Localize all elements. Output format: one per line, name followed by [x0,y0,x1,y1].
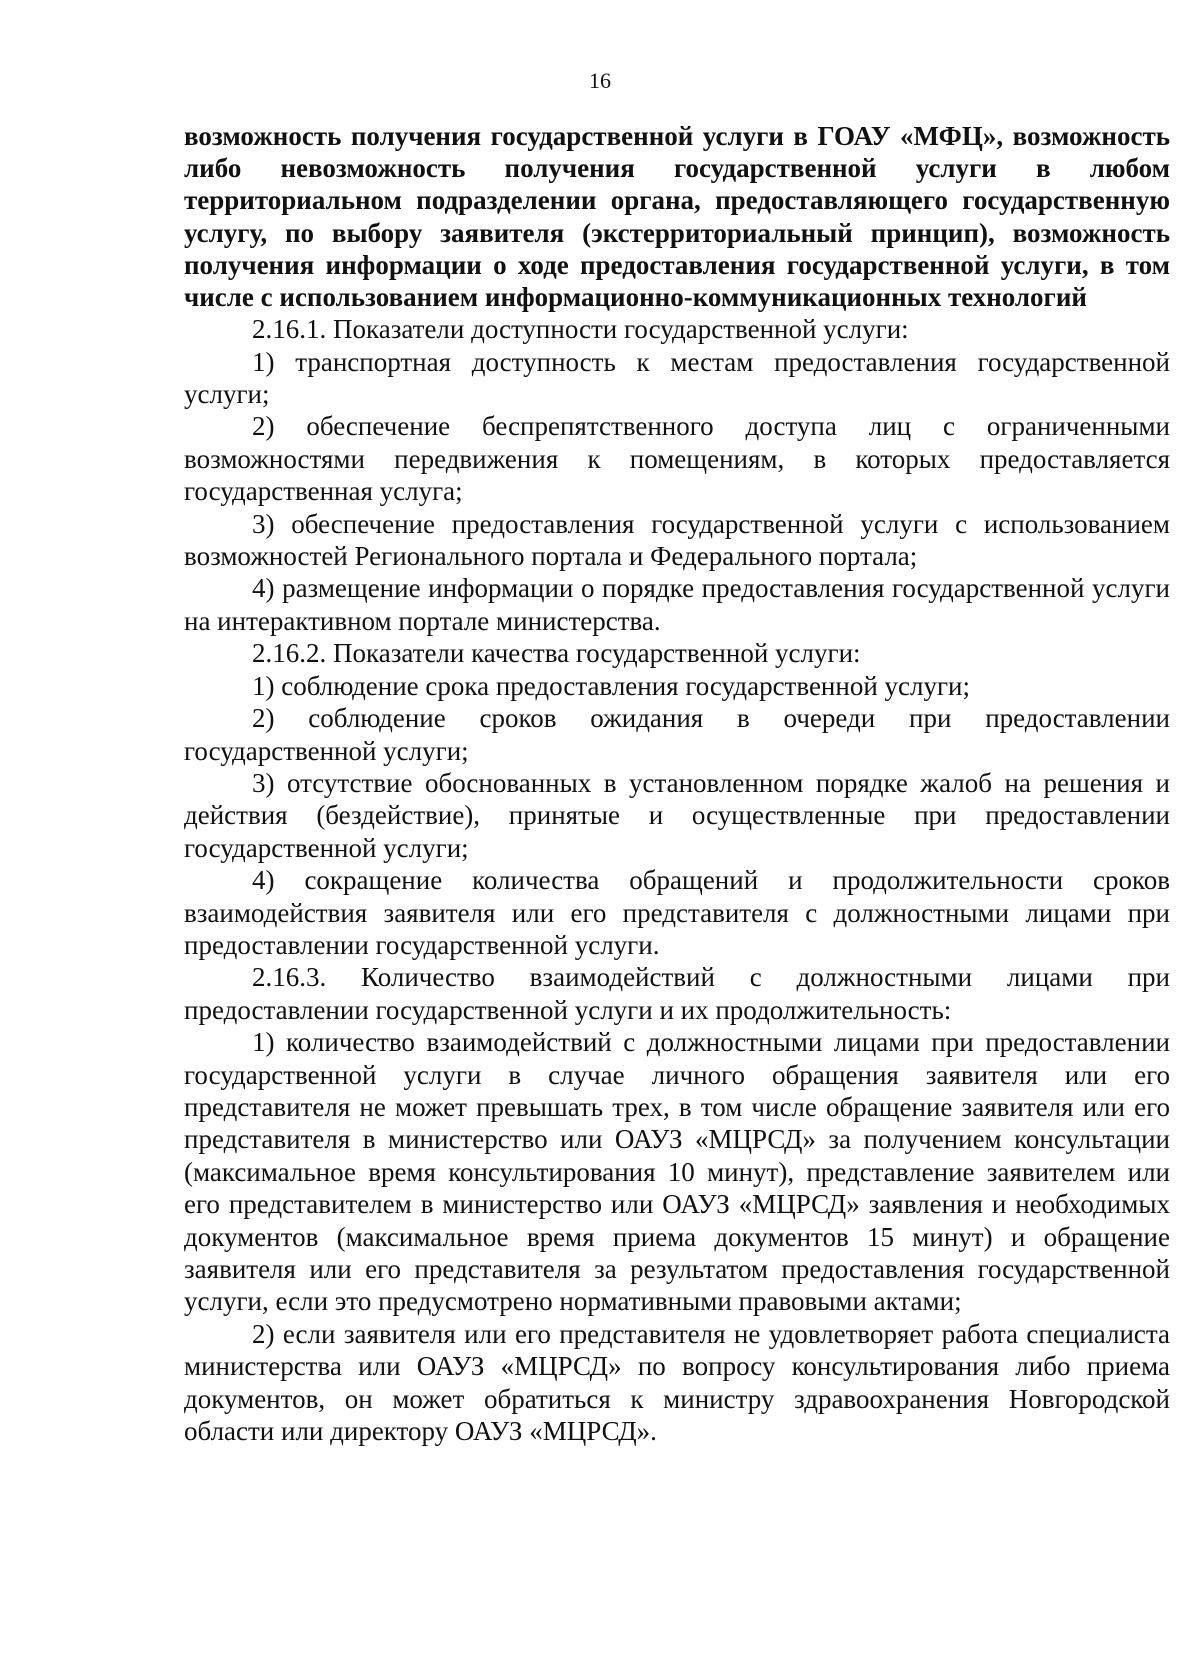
page-number: 16 [589,68,611,93]
paragraph-availability-3: 3) обеспечение предоставления государственной услуги с использованием возможностей Регионального портала и Федерального портала; [184,508,1170,572]
paragraph-interaction-1: 1) количество взаимодействий с должностными лицами при предоставлении государственной услуги в случае личного обращения заявителя или его представителя не может превышать трех, в том числе обращение заявителя или его представителя в министерство или ОАУЗ «МЦРСД» за получением консультации (максимальное время консультирования 10 минут), представление заявителем или его представителем в министерство или ОАУЗ «МЦРСД» заявления и необходимых документов (максимальное время приема документов 15 минут) и обращение заявителя или его представителя за результатом предоставления государственной услуги, если это предусмотрено нормативными правовыми актами; [184,1027,1170,1317]
paragraph-availability-4: 4) размещение информации о порядке предоставления государственной услуги на интерактивном портале министерства. [184,573,1170,636]
paragraph-interaction-2: 2) если заявителя или его представителя не удовлетворяет работа специалиста министерства или ОАУЗ «МЦРСД» по вопросу консультирования либо приема документов, он может обратиться к министру здравоохранения Новгородской области или директору ОАУЗ «МЦРСД». [184,1318,1170,1447]
paragraph-quality-2: 2) соблюдение сроков ожидания в очереди при предоставлении государственной услуги; [184,703,1170,766]
paragraph-availability-2: 2) обеспечение беспрепятственного доступа лиц с ограниченными возможностями передвижения к помещениям, в которых предоставляется государственная услуга; [184,411,1170,507]
paragraph-2-16-3: 2.16.3. Количество взаимодействий с должностными лицами при предоставлении государственной услуги и их продолжительность: [184,962,1170,1025]
paragraph-2-16-2: 2.16.2. Показатели качества государственной услуги: [252,638,861,669]
paragraph-availability-1: 1) транспортная доступность к местам предоставления государственной услуги; [184,346,1170,410]
paragraph-quality-4: 4) сокращение количества обращений и продолжительности сроков взаимодействия заявителя или его представителя с должностными лицами при предоставлении государственной услуги. [184,865,1170,960]
paragraph-quality-1: 1) соблюдение срока предоставления государственной услуги; [252,670,971,701]
document-body [184,120,1170,1447]
section-heading: возможность получения государственной услуги в ГОАУ «МФЦ», возможность либо невозможность получения государственной услуги в любом территориальном подразделении органа, предоставляющего государственную услугу, по выбору заявителя (экстерриториальный принцип), возможность получения информации о ходе предоставления государственной услуги, в том числе с использованием информационно-коммуникационных технологий [184,121,1170,313]
paragraph-quality-3: 3) отсутствие обоснованных в установленном порядке жалоб на решения и действия (бездействие), принятые и осуществленные при предоставлении государственной услуги; [184,767,1170,863]
paragraph-2-16-1: 2.16.1. Показатели доступности государственной услуги: [252,314,909,345]
